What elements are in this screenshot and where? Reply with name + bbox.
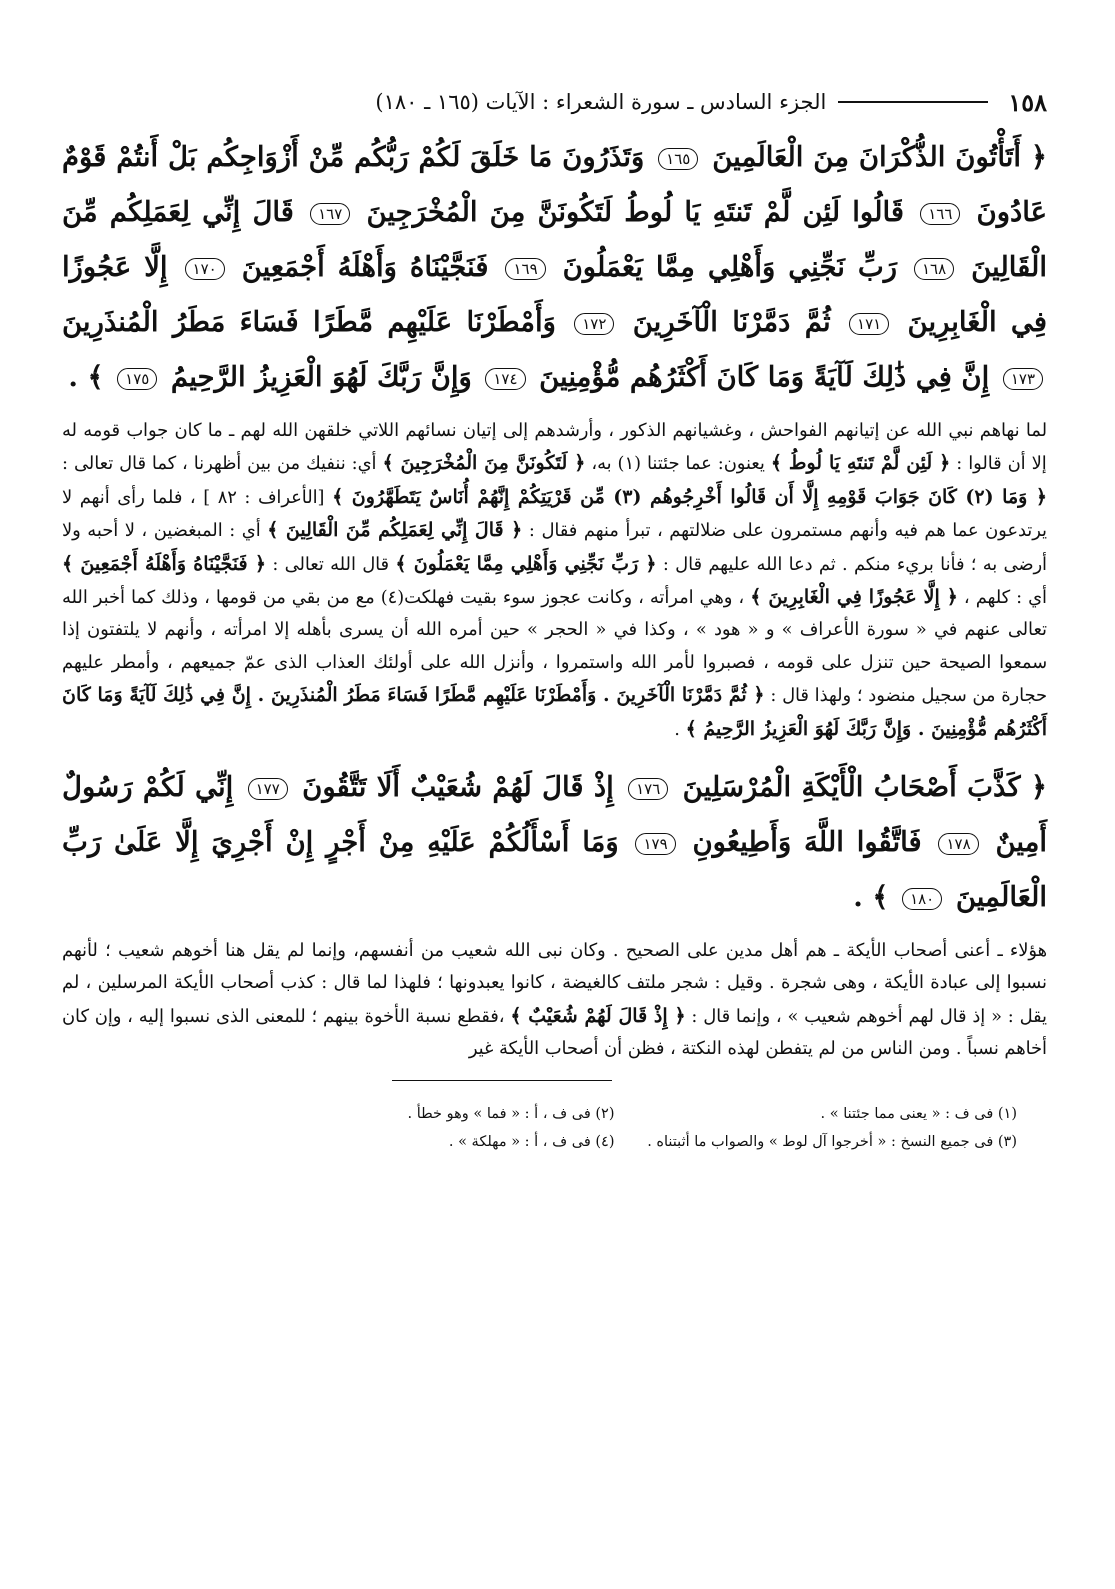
tafsir-paragraph-2 [62,935,1047,1066]
quoted-verse: ﴿ رَبِّ نَجِّنِي وَأَهْلِي مِمَّا يَعْمَلُونَ ﴾ [395,552,657,575]
verse-text: قَالَ إِنِّي لِعَمَلِكُم مِّنَ الْقَالِينَ [62,196,1048,283]
commentary-text: يعنون: عما جئتنا (١) به، [585,453,765,475]
ayah-number: ١٧٧ [248,778,288,800]
footnote-1: (١) فى ف : « يعنى مما جئتنا » . [820,1105,1017,1122]
verse-text: وَمَا أَسْأَلُكُمْ عَلَيْهِ مِنْ أَجْرٍ إِنْ أَجْرِيَ إِلَّا عَلَىٰ رَبِّ الْعَالَمِينَ [62,826,1047,914]
commentary-text: [الأعراف : ٨٢ ] ، فلما رأى أنهم لا يرتدعون عما هم فيه وأنهم مستمرون على ضلالتهم ، تبرأ منهم فقال : [62,486,1047,542]
commentary-text: لما نهاهم نبي الله عن إتيانهم الفواحش ، وغشيانهم الذكور ، وأرشدهم إلى إتيان نسائهم اللاتي خلقهن الله لهم ـ ما كان جواب قومه له إلا أن قالوا : [62,420,1047,475]
commentary-text: . [674,718,680,740]
tafsir-paragraph-1 [62,415,1047,746]
verse-text: وَإِنَّ رَبَّكَ لَهُوَ الْعَزِيزُ الرَّحِيمُ [170,361,472,393]
quoted-verse: ﴿ لَتَكُونَنَّ مِنَ الْمُخْرَجِينَ ﴾ [382,452,586,475]
quran-verses-176-180 [62,760,1047,925]
ayah-number: ١٧٠ [185,258,225,280]
page-number: ١٥٨ [1008,87,1047,117]
verse-text: إِنِّي لَكُمْ رَسُولٌ أَمِينٌ [62,771,1048,859]
verse-text: إِلَّا عَجُوزًا فِي الْغَابِرِينَ [62,251,1047,338]
verse-text: ﴾ . [68,361,104,393]
quoted-verse: ﴿ ثُمَّ دَمَّرْنَا الْآخَرِينَ . وَأَمْطَرْنَا عَلَيْهِم مَّطَرًا فَسَاءَ مَطَرُ الْمُنذَرِينَ . إِنَّ فِي ذَٰلِكَ لَآيَةً وَمَا كَانَ أَكْثَرُهُم مُّؤْمِنِينَ . وَإِنَّ رَبَّكَ لَهُوَ الْعَزِيزُ الرَّحِيمُ ﴾ [62,684,1047,740]
commentary-text: هؤلاء ـ أعنى أصحاب الأيكة ـ هم أهل مدين على الصحيح . وكان نبى الله شعيب من أنفسهم، وإنما لم يقل هنا أخوهم شعيب ؛ لأنهم نسبوا إلى عبادة الأيكة ، وهى شجرة . وقيل : شجر ملتف كالغيضة ، كانوا يعبدونها ؛ فلهذا لما قال : كذب أصحاب الأيكة المرسلين ، لم يقل : « إذ قال لهم أخوهم شعيب » ، وإنما قال : [62,940,1047,1027]
verse-text: قَالُوا لَئِن لَّمْ تَنتَهِ يَا لُوطُ لَتَكُونَنَّ مِنَ الْمُخْرَجِينَ [366,196,905,228]
ayah-number: ١٧١ [849,313,889,335]
commentary-text: ، وهي امرأته ، وكانت عجوز سوء بقيت فهلكت(٤) مع من بقي من قومها ، وذلك كما أخبر الله تعالى عنهم في « سورة الأعراف » و « هود » ، وكذا في « الحجر » حين أمره الله أن يسرى بأهله إلا امرأته ، وأنهم لا يلتفتون إذا سمعوا الصيحة حين تنزل على قومه ، فصبروا لأمر الله واستمروا ، وأنزل الله على أولئك العذاب الذى عمّ جميعهم ، وأمطر عليهم حجارة من سجيل منضود ؛ ولهذا قال : [62,587,1047,707]
quoted-verse: ﴿ فَنَجَّيْنَاهُ وَأَهْلَهُ أَجْمَعِينَ ﴾ [62,552,266,575]
commentary-text: أي : المبغضين ، لا أحبه ولا أرضى به ؛ فأنا بريء منكم . ثم دعا الله عليهم قال : [62,520,1047,575]
quoted-verse: ﴿ قَالَ إِنِّي لِعَمَلِكُم مِّنَ الْقَالِينَ ﴾ [267,519,523,542]
running-title: الجزء السادس ـ سورة الشعراء : الآيات (١٦٥ ـ ١٨٠) [375,90,827,114]
verse-text: ﴾ . [853,881,889,914]
header-rule [838,101,988,103]
footnotes [62,1103,1047,1153]
ayah-number: ١٧٥ [117,368,157,390]
book-page [62,84,1047,1589]
quoted-verse: ﴿ وَمَا (٢) كَانَ جَوَابَ قَوْمِهِ إِلَّا أَن قَالُوا أَخْرِجُوهُم (٣) مِّن قَرْيَتِكُمْ إِنَّهُمْ أُنَاسٌ يَتَطَهَّرُونَ ﴾ [332,485,1047,508]
quoted-verse: ﴿ إِذْ قَالَ لَهُمْ شُعَيْبٌ ﴾ [510,1004,686,1027]
ayah-number: ١٦٥ [658,148,698,170]
ayah-number: ١٧٢ [574,313,614,335]
ayah-number: ١٧٩ [635,833,675,855]
quoted-verse: ﴿ لَئِن لَّمْ تَنتَهِ يَا لُوطُ ﴾ [770,452,951,475]
footnote-rule [392,1080,612,1081]
footnote-4: (٤) فى ف ، أ : « مهلكة » . [448,1133,615,1150]
verse-text: وَأَمْطَرْنَا عَلَيْهِم مَّطَرًا فَسَاءَ مَطَرُ الْمُنذَرِينَ [62,306,556,338]
verse-text: إِذْ قَالَ لَهُمْ شُعَيْبٌ أَلَا تَتَّقُونَ [302,771,614,804]
verse-text: ﴿ أَتَأْتُونَ الذُّكْرَانَ مِنَ الْعَالَمِينَ [712,141,1047,173]
quran-verses-165-175 [62,130,1047,405]
ayah-number: ١٧٤ [485,368,525,390]
ayah-number: ١٧٦ [628,778,668,800]
footnote-2: (٢) فى ف ، أ : « فما » وهو خطأ . [407,1105,615,1122]
ayah-number: ١٦٧ [310,203,350,225]
commentary-text: قال الله تعالى : [266,553,390,575]
ayah-number: ١٧٣ [1003,368,1043,390]
ayah-number: ١٦٨ [914,258,954,280]
verse-text: ﴿ كَذَّبَ أَصْحَابُ الْأَيْكَةِ الْمُرْسَلِينَ [682,771,1047,804]
commentary-text: أي : كلهم ، [957,587,1047,609]
quoted-verse: ﴿ إِلَّا عَجُوزًا فِي الْغَابِرِينَ ﴾ [750,586,958,609]
verse-text: ثُمَّ دَمَّرْنَا الْآخَرِينَ [632,306,831,338]
page-header [62,84,1047,120]
ayah-number: ١٦٦ [920,203,960,225]
verse-text: فَاتَّقُوا اللَّهَ وَأَطِيعُونِ [692,826,922,859]
verse-text: إِنَّ فِي ذَٰلِكَ لَآيَةً وَمَا كَانَ أَكْثَرُهُم مُّؤْمِنِينَ [539,361,990,393]
verse-text: فَنَجَّيْنَاهُ وَأَهْلَهُ أَجْمَعِينَ [241,251,489,283]
commentary-text: ،فقطع نسبة الأخوة بينهم ؛ للمعنى الذى نسبوا إليه ، وإن كان أخاهم نسباً . ومن الناس من لم يتفطن لهذه النكتة ، فظن أن أصحاب الأيكة غير [62,1005,1047,1060]
commentary-text: أي: ننفيك من بين أظهرنا ، كما قال تعالى : [62,453,377,475]
verse-text: رَبِّ نَجِّنِي وَأَهْلِي مِمَّا يَعْمَلُونَ [562,251,898,283]
ayah-number: ١٨٠ [902,888,942,910]
footnote-3: (٣) فى جميع النسخ : « أخرجوا آل لوط » والصواب ما أثبتناه . [647,1133,1017,1150]
ayah-number: ١٧٨ [938,833,978,855]
ayah-number: ١٦٩ [505,258,545,280]
verse-text: وَتَذَرُونَ مَا خَلَقَ لَكُمْ رَبُّكُم مِّنْ أَزْوَاجِكُم بَلْ أَنتُمْ قَوْمٌ عَادُونَ [62,141,1048,228]
